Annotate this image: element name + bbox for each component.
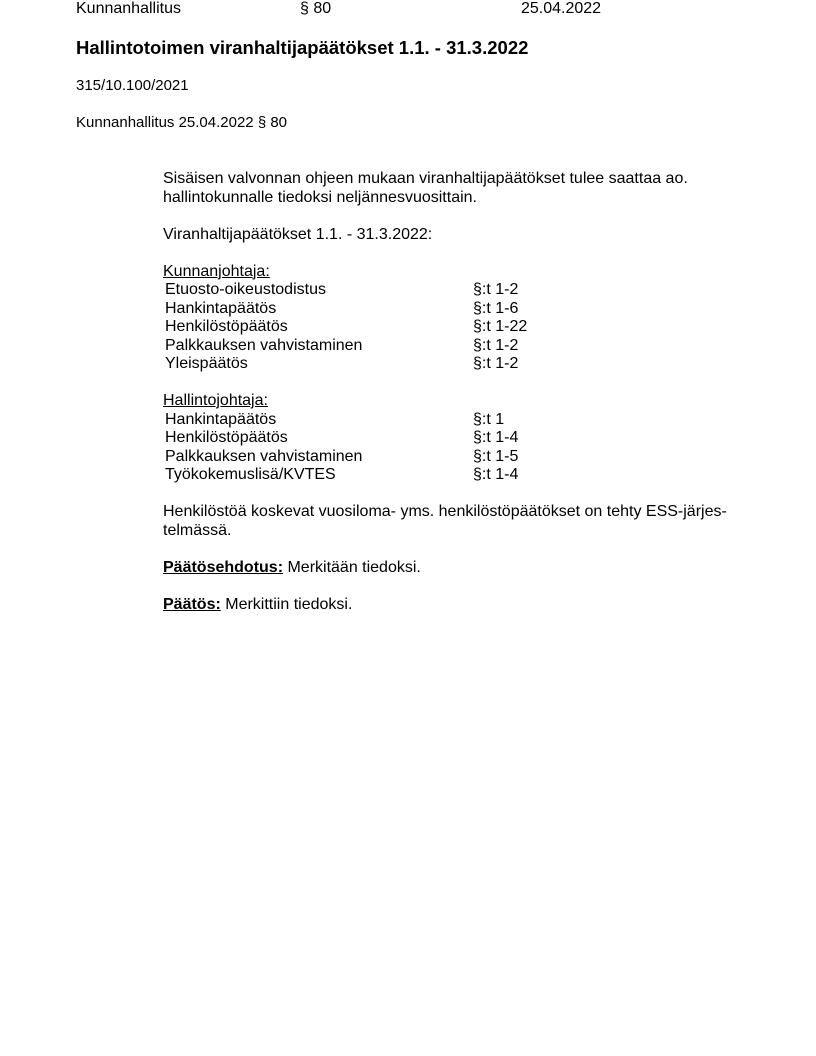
intro-paragraph [163,170,743,207]
section-heading: Kunnanjohtaja: [163,262,270,280]
section-kunnanjohtaja [163,263,743,374]
decision-label: Päätös: [163,595,221,613]
meeting-reference: Kunnanhallitus 25.04.2022 § 80 [76,114,288,131]
decision-type: Henkilöstöpäätös [165,429,288,446]
decision-type: Hankintapäätös [165,410,277,428]
decision-sections: §:t 1-22 [473,318,528,335]
decision-row [163,318,743,337]
proposal-text: Merkitään tiedoksi. [283,558,421,576]
intro-line-1: Sisäisen valvonnan ohjeen mukaan viranhaltijapäätökset tulee saattaa ao. [163,170,688,187]
section-heading: Hallintojohtaja: [163,392,268,409]
decision-sections: §:t 1 [473,410,505,428]
decision-row [163,411,743,430]
document-body [163,170,743,633]
decision-sections: §:t 1-2 [473,281,519,298]
header-body: Kunnanhallitus [76,0,181,17]
decision-type: Palkkauksen vahvistaminen [165,336,363,354]
decision-type: Hankintapäätös [165,299,277,317]
decision-type: Yleispäätös [165,355,248,372]
decision-type: Etuosto-oikeustodistus [165,281,326,298]
section-hallintojohtaja [163,392,743,485]
intro-line-2: hallintokunnalle tiedoksi neljännesvuosittain. [163,188,477,206]
decision-sections: §:t 1-5 [473,447,519,465]
decision-type: Työkokemuslisä/KVTES [165,466,336,483]
decision-row [163,300,743,319]
decision-row [163,281,743,300]
header-section: § 80 [300,0,332,17]
decision-sections: §:t 1-4 [473,466,519,483]
period-heading: Viranhaltijapäätökset 1.1. - 31.3.2022: [163,225,433,243]
decision-sections: §:t 1-6 [473,299,519,317]
note-line-2: telmässä. [163,521,232,539]
note-line-1: Henkilöstöä koskevat vuosiloma- yms. henkilöstöpäätökset on tehty ESS-järjes- [163,503,727,520]
decision-type: Palkkauksen vahvistaminen [165,447,363,465]
decision-row [163,429,743,448]
decision-row [163,448,743,467]
reference-number: 315/10.100/2021 [76,77,189,94]
decision-row [163,466,743,485]
proposal-paragraph [163,559,743,578]
decision-sections: §:t 1-2 [473,336,519,354]
decision-type: Henkilöstöpäätös [165,318,288,335]
header-date: 25.04.2022 [521,0,602,17]
document-title: Hallintotoimen viranhaltijapäätökset 1.1. - 31.3.2022 [76,37,529,58]
proposal-label: Päätösehdotus: [163,558,284,576]
decision-sections: §:t 1-2 [473,355,519,372]
decision-row [163,355,743,374]
decision-text: Merkittiin tiedoksi. [220,595,353,613]
decision-row [163,337,743,356]
decision-paragraph [163,596,743,615]
decision-sections: §:t 1-4 [473,429,519,446]
note-paragraph [163,503,743,540]
